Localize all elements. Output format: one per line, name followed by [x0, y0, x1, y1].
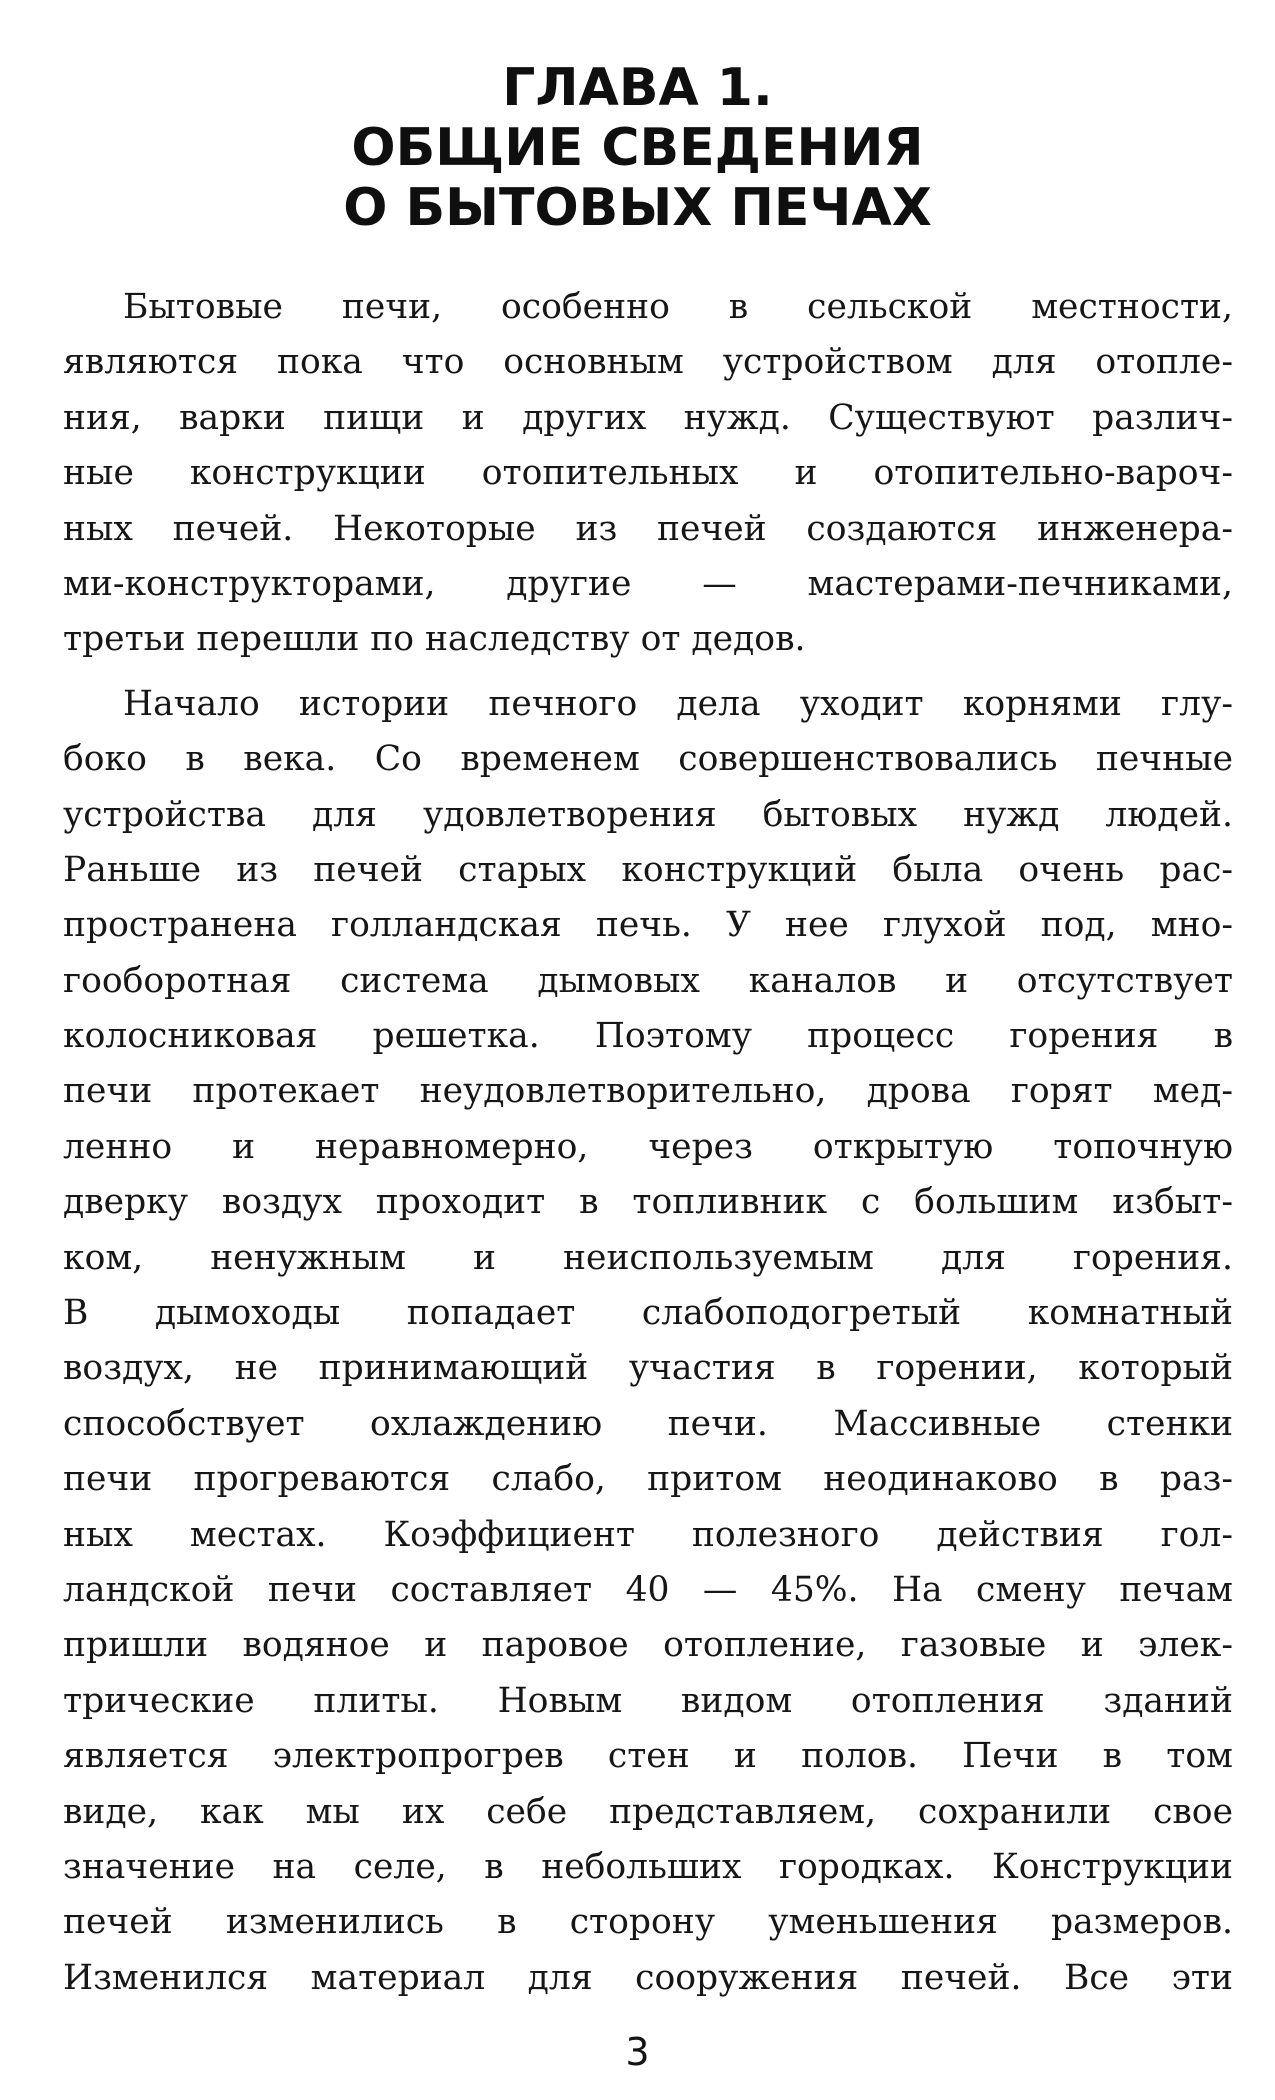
paragraph-1-line: ные конструкции отопительных и отопительно-вароч- — [63, 453, 1233, 494]
paragraph-2-line: воздух, не принимающий участия в горении, который — [63, 1348, 1233, 1389]
chapter-number: ГЛАВА 1. — [502, 58, 773, 118]
paragraph-2-line: ленно и неравномерно, через открытую топочную — [63, 1126, 1233, 1167]
paragraph-1-line: Бытовые печи, особенно в сельской местности, — [123, 287, 1233, 327]
paragraph-1-line: третьи перешли по наследству от дедов. — [63, 619, 806, 660]
paragraph-2-line: пространена голландская печь. У нее глухой под, мно- — [63, 905, 1233, 946]
paragraph-2-line: дверку воздух проходит в топливник с большим избыт- — [63, 1182, 1233, 1223]
paragraph-2-line: ландской печи составляет 40 — 45%. На смену печам — [63, 1569, 1233, 1610]
paragraph-2-line: способствует охлаждению печи. Массивные стенки — [63, 1403, 1233, 1444]
paragraph-2-line: ком, ненужным и неиспользуемым для горения. — [63, 1237, 1233, 1278]
paragraph-gap — [63, 668, 1233, 677]
chapter-heading — [0, 58, 1275, 238]
paragraph-1-line: ния, варки пищи и других нужд. Существуют различ- — [63, 397, 1233, 438]
chapter-title-line-1: ОБЩИЕ СВЕДЕНИЯ — [351, 118, 924, 178]
paragraph-2-line: является электропрогрев стен и полов. Печи в том — [63, 1736, 1233, 1777]
paragraph-2-line: гооборотная система дымовых каналов и отсутствует — [63, 960, 1233, 1001]
paragraph-2-line: трические плиты. Новым видом отопления зданий — [63, 1680, 1233, 1721]
paragraph-2-line: ных местах. Коэффициент полезного действия гол- — [63, 1514, 1233, 1555]
paragraph-2-line: печи прогреваются слабо, притом неодинаково в раз- — [63, 1459, 1233, 1500]
page-number: 3 — [625, 2030, 650, 2074]
body-text — [63, 280, 1233, 2006]
paragraph-2-line: колосниковая решетка. Поэтому процесс горения в — [63, 1016, 1233, 1057]
paragraph-2-line: печей изменились в сторону уменьшения размеров. — [63, 1902, 1233, 1943]
paragraph-1-line: ми-конструкторами, другие — мастерами-печниками, — [63, 563, 1233, 604]
paragraph-2-line: печи протекает неудовлетворительно, дрова горят мед- — [63, 1071, 1233, 1112]
paragraph-2-line: В дымоходы попадает слабоподогретый комнатный — [63, 1293, 1233, 1334]
paragraph-2-line: боко в века. Со временем совершенствовались печные — [63, 739, 1233, 780]
paragraph-1-line: являются пока что основным устройством для отопле- — [63, 342, 1233, 383]
paragraph-2-line: виде, как мы их себе представляем, сохранили свое — [63, 1791, 1233, 1832]
paragraph-2-line: значение на селе, в небольших городках. Конструкции — [63, 1846, 1233, 1887]
paragraph-2-line: Раньше из печей старых конструкций была очень рас- — [63, 849, 1233, 890]
paragraph-2-line: Изменился материал для сооружения печей. Все эти — [63, 1957, 1233, 1998]
paragraph-2-line: Начало истории печного дела уходит корнями глу- — [123, 683, 1233, 724]
paragraph-2-line: пришли водяное и паровое отопление, газовые и элек- — [63, 1625, 1233, 1666]
paragraph-1-line: ных печей. Некоторые из печей создаются инженера- — [63, 508, 1233, 549]
paragraph-2-line: устройства для удовлетворения бытовых нужд людей. — [63, 794, 1233, 835]
chapter-title-line-2: О БЫТОВЫХ ПЕЧАХ — [343, 178, 932, 238]
